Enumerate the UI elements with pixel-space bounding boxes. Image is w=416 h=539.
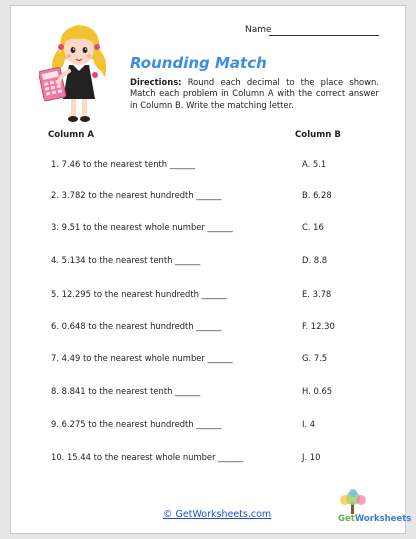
directions-label: Directions: (130, 77, 182, 87)
answer-item: C. 16 (302, 222, 324, 232)
answer-item: A. 5.1 (302, 159, 327, 169)
directions-text (130, 77, 379, 111)
column-b-header: Column B (295, 130, 341, 140)
name-blank-line (269, 35, 379, 36)
directions-body: Round each decimal to the place shown. Match each problem in Column A with the correct answer in Column B. Write the matching letter. (130, 77, 379, 110)
problem-item: 7. 4.49 to the nearest whole number ______ (51, 353, 233, 363)
answer-item: E. 3.78 (302, 289, 332, 299)
getworksheets-link[interactable]: © GetWorksheets.com (163, 509, 272, 520)
getworksheets-logo (338, 514, 411, 524)
problem-item: 10. 15.44 to the nearest whole number ______ (51, 452, 244, 462)
answer-item: F. 12.30 (302, 321, 335, 331)
logo-worksheets-text: Worksheets (354, 514, 412, 524)
problem-item: 4. 5.134 to the nearest tenth ______ (51, 255, 201, 265)
answer-item: G. 7.5 (302, 353, 328, 363)
problem-item: 8. 8.841 to the nearest tenth ______ (51, 386, 201, 396)
answer-item: B. 6.28 (302, 190, 332, 200)
problem-item: 2. 3.782 to the nearest hundredth ______ (51, 190, 222, 200)
problem-item: 1. 7.46 to the nearest tenth ______ (51, 159, 195, 169)
worksheet-title: Rounding Match (130, 54, 267, 72)
logo-get-text: Get (338, 514, 355, 524)
answer-item: I. 4 (302, 419, 316, 429)
problem-item: 9. 6.275 to the nearest hundredth ______ (51, 419, 222, 429)
tree-logo-icon (323, 488, 383, 516)
answer-item: D. 8.8 (302, 255, 328, 265)
answer-item: H. 0.65 (302, 386, 333, 396)
problem-item: 5. 12.295 to the nearest hundredth ______ (51, 289, 227, 299)
girl-with-calculator-illustration (39, 19, 121, 127)
answer-item: J. 10 (302, 452, 321, 462)
worksheet-page (10, 5, 412, 534)
problem-item: 6. 0.648 to the nearest hundredth ______ (51, 321, 222, 331)
column-a-header: Column A (48, 130, 94, 140)
name-label: Name (245, 25, 272, 35)
problem-item: 3. 9.51 to the nearest whole number ______ (51, 222, 233, 232)
